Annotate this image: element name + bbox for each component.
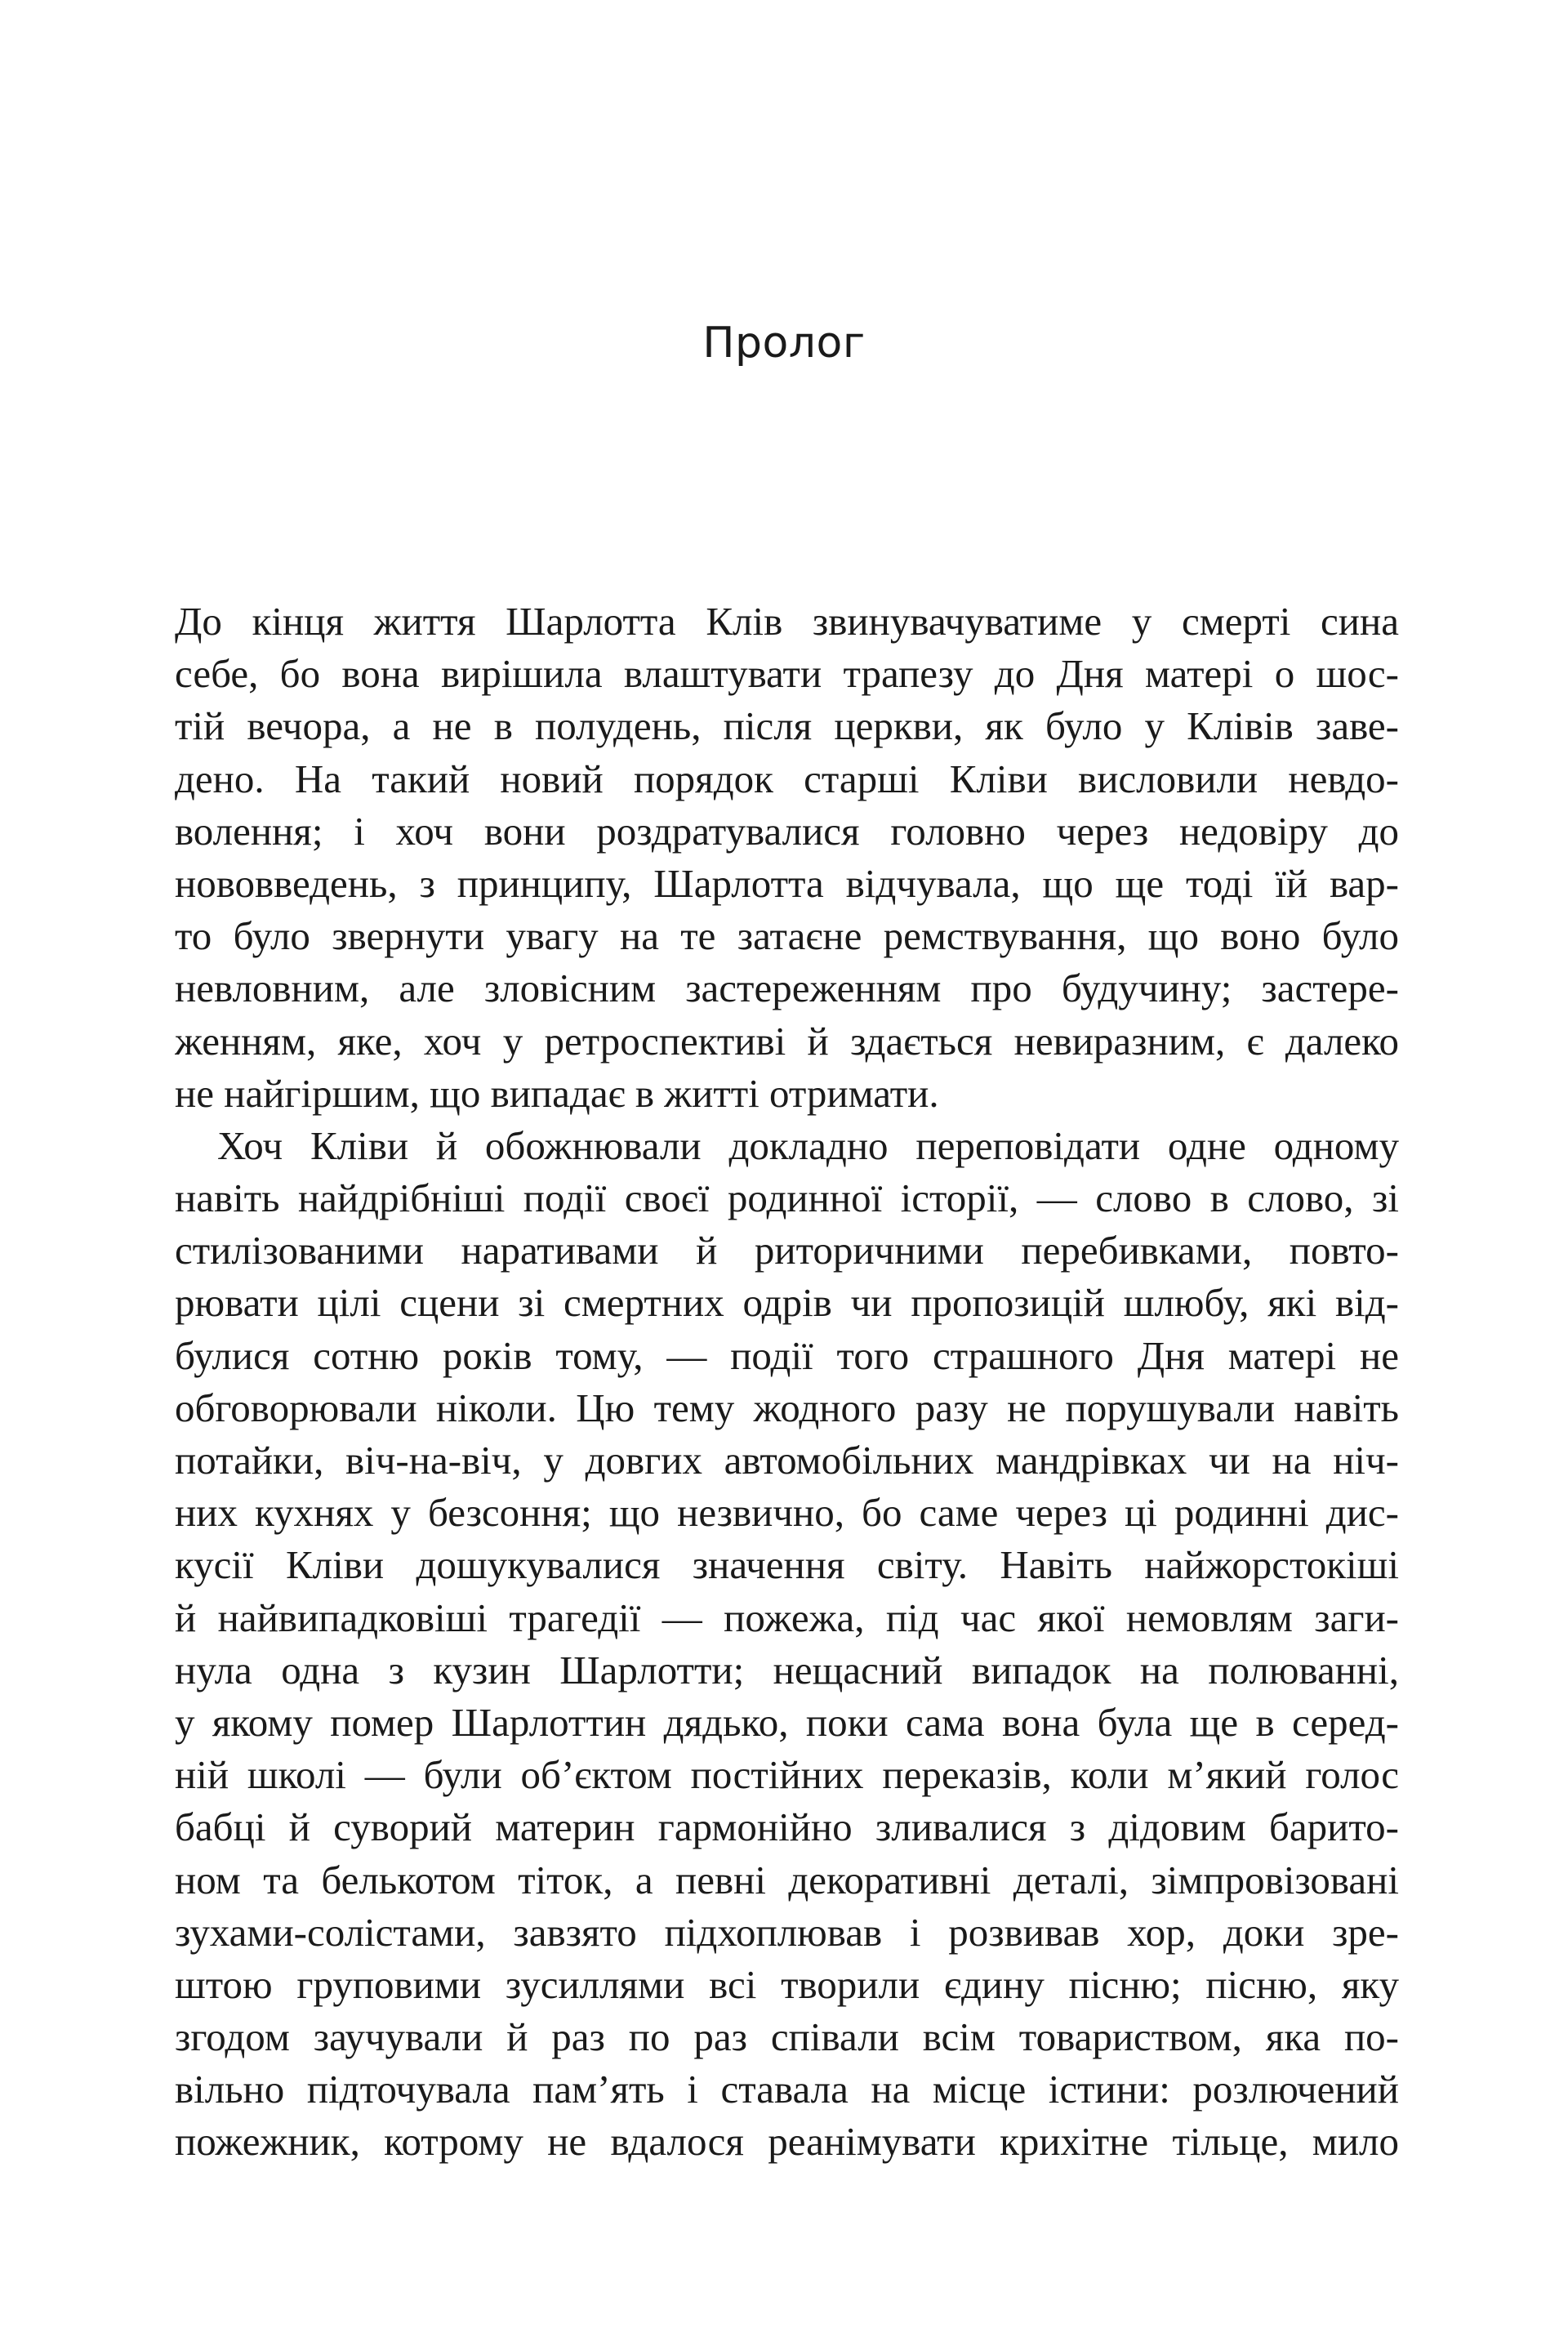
text-line: бабці й суворий материн гармонійно зливалися з дідовим барито-: [175, 1804, 1399, 1850]
text-line: потайки, віч-на-віч, у довгих автомобільних мандрівках чи на ніч-: [175, 1438, 1399, 1483]
text-line: стилізованими наративами й риторичними перебивками, повто-: [175, 1228, 1399, 1273]
text-line: навіть найдрібніші події своєї родинної історії, — слово в слово, зі: [175, 1175, 1399, 1221]
text-line: штою груповими зусиллями всі творили єдину пісню; пісню, яку: [175, 1961, 1399, 2007]
text-line: пожежник, котрому не вдалося реанімувати крихітне тільце, мило: [175, 2119, 1399, 2165]
text-line: волення; і хоч вони роздратувалися головно через недовіру до: [175, 808, 1399, 854]
text-line: ном та белькотом тіток, а певні декоративні деталі, зімпровізовані: [175, 1857, 1399, 1902]
text-line: ній школі — були об’єктом постійних переказів, коли м’який голос: [175, 1752, 1399, 1798]
text-line: не найгіршим, що випадає в житті отримати.: [175, 1070, 939, 1116]
text-line: Хоч Кліви й обожнювали докладно переповідати одне одному: [217, 1122, 1399, 1168]
text-line: невловним, але зловісним застереженням про будучину; застере-: [175, 966, 1399, 1011]
text-line: себе, бо вона вирішила влаштувати трапезу до Дня матері о шос-: [175, 651, 1399, 697]
text-line: у якому помер Шарлоттин дядько, поки сама вона була ще в серед-: [175, 1699, 1399, 1745]
text-line: До кінця життя Шарлотта Клів звинувачуватиме у смерті сина: [175, 599, 1399, 644]
text-line: нововведень, з принципу, Шарлотта відчувала, що ще тоді їй вар-: [175, 860, 1399, 906]
text-line: кусії Кліви дошукувалися значення світу. Навіть найжорстокіші: [175, 1542, 1399, 1588]
text-line: нула одна з кузин Шарлотти; нещасний випадок на полюванні,: [175, 1647, 1399, 1693]
text-line: них кухнях у безсоння; що незвично, бо саме через ці родинні дис-: [175, 1490, 1399, 1536]
text-line: й найвипадковіші трагедії — пожежа, під час якої немовлям заги-: [175, 1594, 1399, 1640]
text-line: згодом заучували й раз по раз співали всім товариством, яка по-: [175, 2014, 1399, 2060]
text-line: булися сотню років тому, — події того страшного Дня матері не: [175, 1332, 1399, 1378]
text-line: тій вечора, а не в полудень, після церкви, як було у Клівів заве-: [175, 703, 1399, 749]
body-text: [175, 595, 1399, 2169]
chapter-title: Пролог: [702, 319, 866, 368]
text-line: обговорювали ніколи. Цю тему жодного разу не порушували навіть: [175, 1385, 1399, 1430]
text-line: зухами-солістами, завзято підхоплював і розвивав хор, доки зре-: [175, 1909, 1399, 1955]
text-line: вільно підточувала пам’ять і ставала на місце істини: розлючений: [175, 2067, 1399, 2112]
text-line: дено. На такий новий порядок старші Кліви висловили невдо-: [175, 756, 1399, 801]
text-line: женням, яке, хоч у ретроспективі й здається невиразним, є далеко: [175, 1018, 1399, 1064]
text-line: то було звернути увагу на те затаєне ремствування, що воно було: [175, 913, 1399, 959]
paragraph-1: [175, 595, 1399, 1120]
paragraph-2: [175, 1120, 1399, 2169]
text-line: рювати цілі сцени зі смертних одрів чи пропозицій шлюбу, які від-: [175, 1280, 1399, 1326]
